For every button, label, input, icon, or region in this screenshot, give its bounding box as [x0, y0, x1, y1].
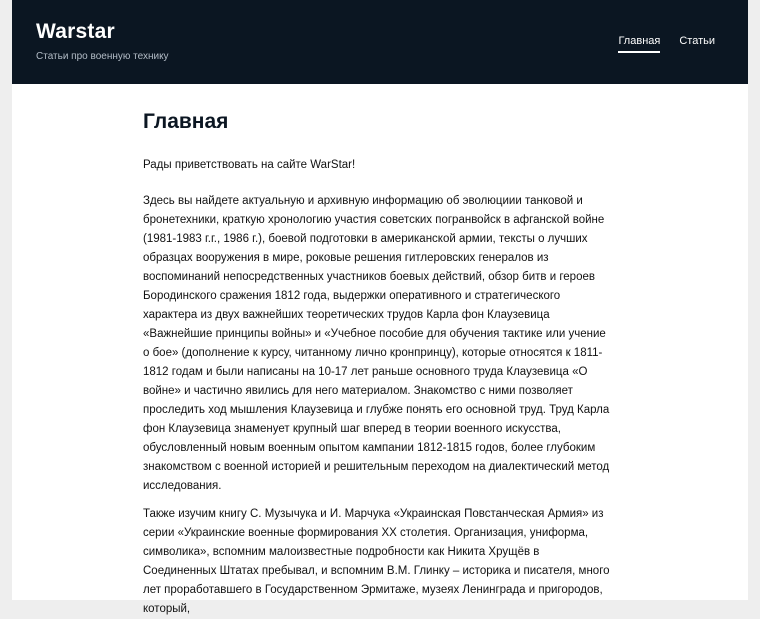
site-description: Статьи про военную технику: [36, 51, 169, 62]
body-paragraph: Также изучим книгу С. Музычука и И. Марчука «Украинская Повстанческая Армия» из серии «Украинские военные формирования XX столетия. Организация, униформа, символика», вспомним малоизвестные подробности как Никита Хрущёв в Соединенных Штатах пребывал, и вспомним В.М. Глинку – историка и писателя, много лет проработавшего в Государственном Эрмитаже, музеях Ленинграда и пригородов, который,: [143, 508, 610, 615]
body-paragraph: Здесь вы найдете актуальную и архивную информацию об эволюциии танковой и бронетехники, краткую хронологию участия советских погранвойск в афганской войне (1981-1983 г.г., 1986 г.), боевой подготовки в американской армии, тексты о лучших образцах вооружения в мире, роковые решения гитлеровских генералов из воспоминаний непосредственных участников боевых действий, обзор битв и героев Бородинского сражения 1812 года, выдержки оперативного и стратегического характера из двух важнейших теоретических трудов Карла фон Клаузевица «Важнейшие принципы войны» и «Учебное пособие для обучения тактике или учение о бое» (дополнение к курсу, читанному лично кронпринцу), которые относятся к 1811-1812 годам и были написаны на 10-17 лет раньше основного труда Клаузевица «О войне» и частично явились для него материалом. Знакомство с ними позволяет проследить ход мышления Клаузевица и глубже понять его основной труд. Труд Карла фон Клаузевица знаменует крупный шаг вперед в теории военного искусства, обусловленный новым военным опытом кампании 1812-1815 годов, более глубоким знакомством с военной историей и решительным переходом на диалектический метод исследования.: [143, 195, 610, 492]
site-title[interactable]: Warstar: [36, 20, 115, 43]
intro-paragraph: Рады приветствовать на сайте WarStar!: [143, 159, 356, 171]
page-title: Главная: [143, 110, 229, 133]
main-content: [12, 84, 748, 615]
main-nav: [618, 35, 715, 53]
site-header: [12, 0, 748, 84]
nav-item-home[interactable]: Главная: [618, 35, 660, 53]
nav-item-articles[interactable]: Статьи: [679, 35, 715, 47]
